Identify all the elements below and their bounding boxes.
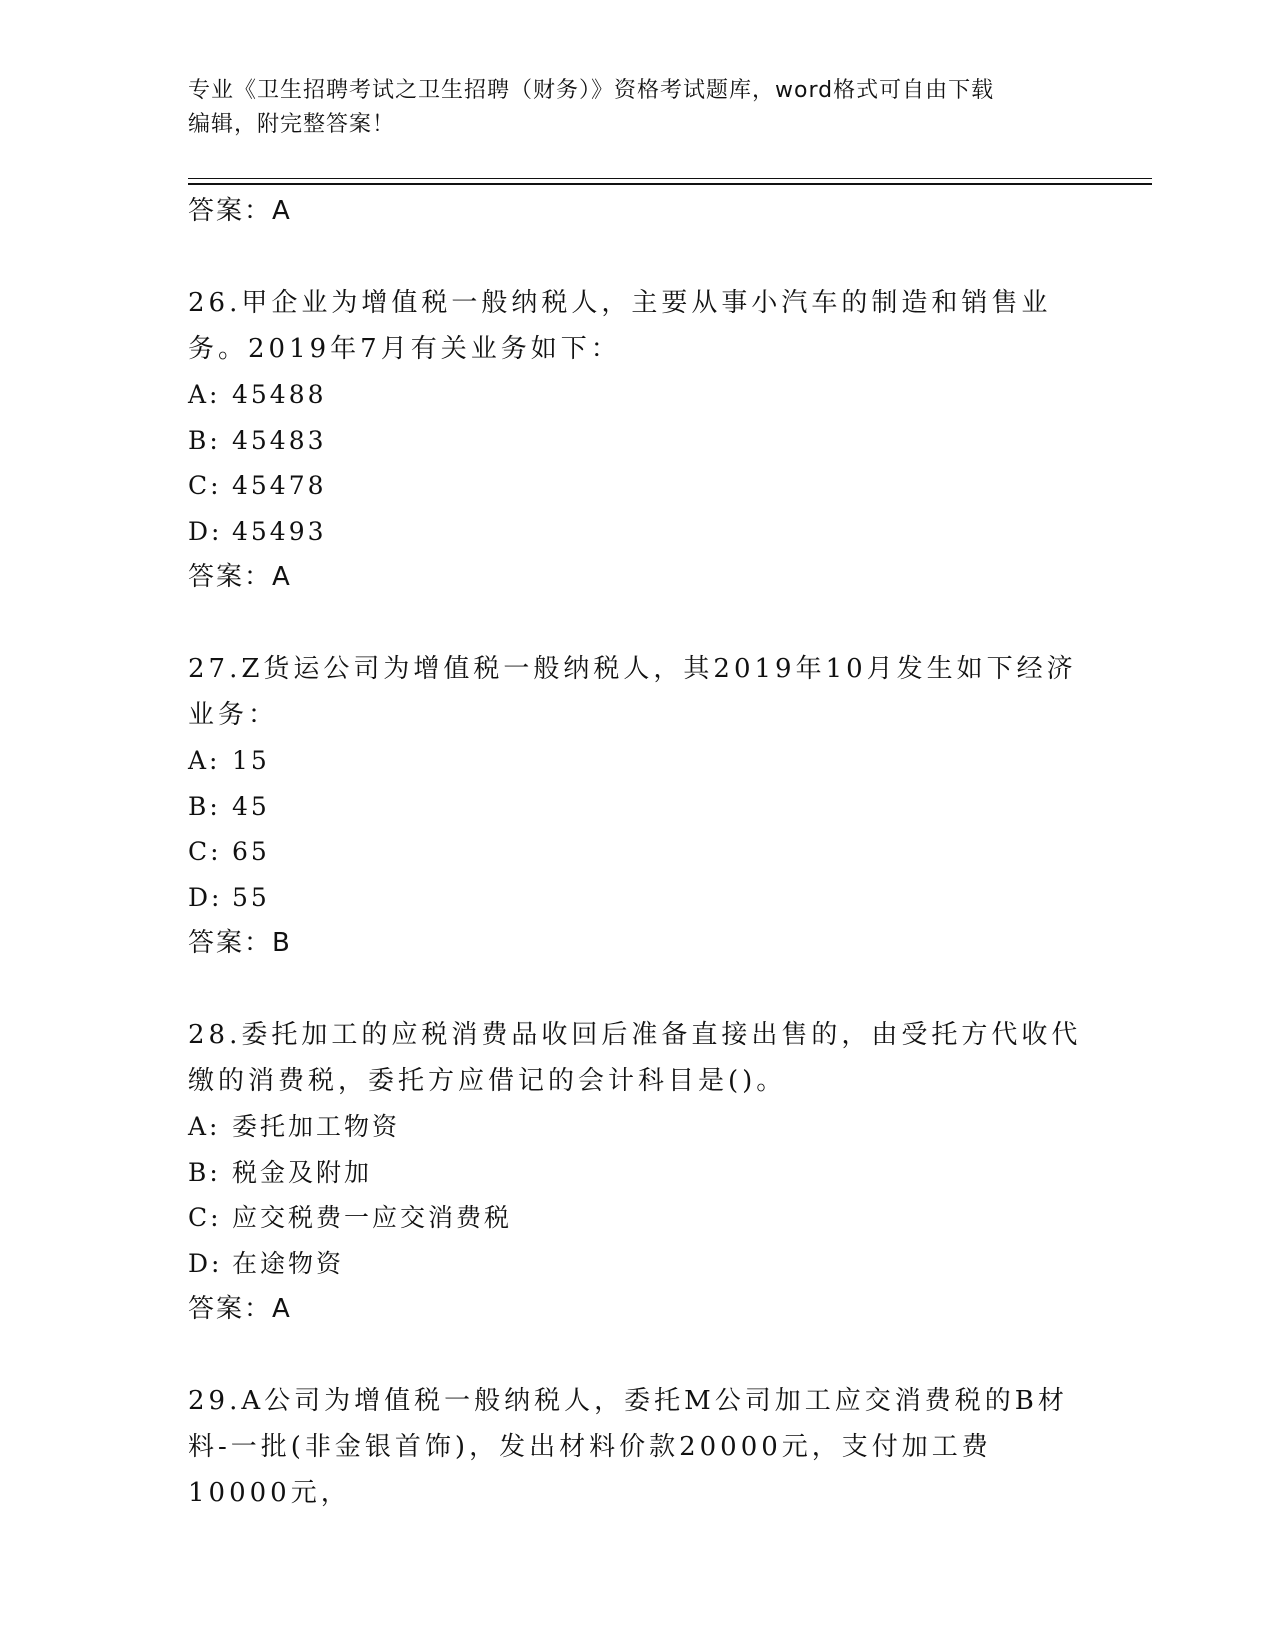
option-d <box>188 875 1088 921</box>
option-text: 应交税费一应交消费税 <box>232 1203 513 1232</box>
option-text: 45 <box>232 791 270 821</box>
question-text: 27.Z货运公司为增值税一般纳税人，其2019年10月发生如下经济业务： <box>188 654 1077 730</box>
option-b <box>188 418 1088 464</box>
option-label: C: <box>188 1203 222 1232</box>
option-label: B: <box>188 1157 221 1187</box>
option-label: A: <box>188 746 221 775</box>
question-27 <box>188 646 1088 966</box>
option-label: D: <box>188 1248 223 1278</box>
header-divider-thick <box>188 183 1152 185</box>
answer: 答案：A <box>188 562 292 592</box>
answer: 答案：A <box>188 1294 292 1324</box>
option-a <box>188 738 1088 784</box>
option-label: B: <box>188 791 221 821</box>
option-b <box>188 1150 1088 1196</box>
question-text: 28.委托加工的应税消费品收回后准备直接出售的，由受托方代收代缴的消费税，委托方应借记的会计科目是()。 <box>188 1020 1082 1096</box>
option-c <box>188 1195 1088 1241</box>
option-b <box>188 784 1088 830</box>
option-text: 45483 <box>232 425 327 455</box>
previous-answer: 答案：A <box>188 196 292 226</box>
option-text: 在途物资 <box>232 1248 345 1278</box>
option-label: A: <box>188 380 221 409</box>
option-c <box>188 829 1088 875</box>
document-header <box>188 74 1068 142</box>
header-line-2: 编辑，附完整答案！ <box>188 112 396 137</box>
option-label: D: <box>188 882 223 912</box>
option-text: 45488 <box>232 380 327 409</box>
option-text: 65 <box>232 837 270 866</box>
question-list <box>188 188 1088 1516</box>
option-text: 税金及附加 <box>232 1157 373 1187</box>
question-text: 26.甲企业为增值税一般纳税人，主要从事小汽车的制造和销售业务。2019年7月有关业务如下： <box>188 288 1052 364</box>
option-label: B: <box>188 425 221 455</box>
question-28 <box>188 1012 1088 1332</box>
option-c <box>188 463 1088 509</box>
answer: 答案：B <box>188 928 292 958</box>
option-d <box>188 509 1088 555</box>
question-text: 29.A公司为增值税一般纳税人，委托M公司加工应交消费税的B材料-一批(非金银首饰)，发出材料价款20000元，支付加工费10000元， <box>188 1386 1068 1508</box>
option-label: D: <box>188 516 223 546</box>
option-a <box>188 1104 1088 1150</box>
option-label: C: <box>188 471 222 500</box>
header-line-1: 专业《卫生招聘考试之卫生招聘（财务）》资格考试题库，word格式可自由下载 <box>188 78 995 103</box>
option-text: 55 <box>232 882 270 912</box>
option-label: A: <box>188 1112 221 1141</box>
question-26 <box>188 280 1088 600</box>
option-text: 45478 <box>232 471 327 500</box>
option-label: C: <box>188 837 222 866</box>
option-d <box>188 1241 1088 1287</box>
option-text: 45493 <box>232 516 327 546</box>
option-text: 15 <box>232 746 270 775</box>
option-a <box>188 372 1088 418</box>
question-29 <box>188 1378 1088 1516</box>
option-text: 委托加工物资 <box>232 1112 401 1141</box>
header-divider-thin <box>188 178 1152 179</box>
